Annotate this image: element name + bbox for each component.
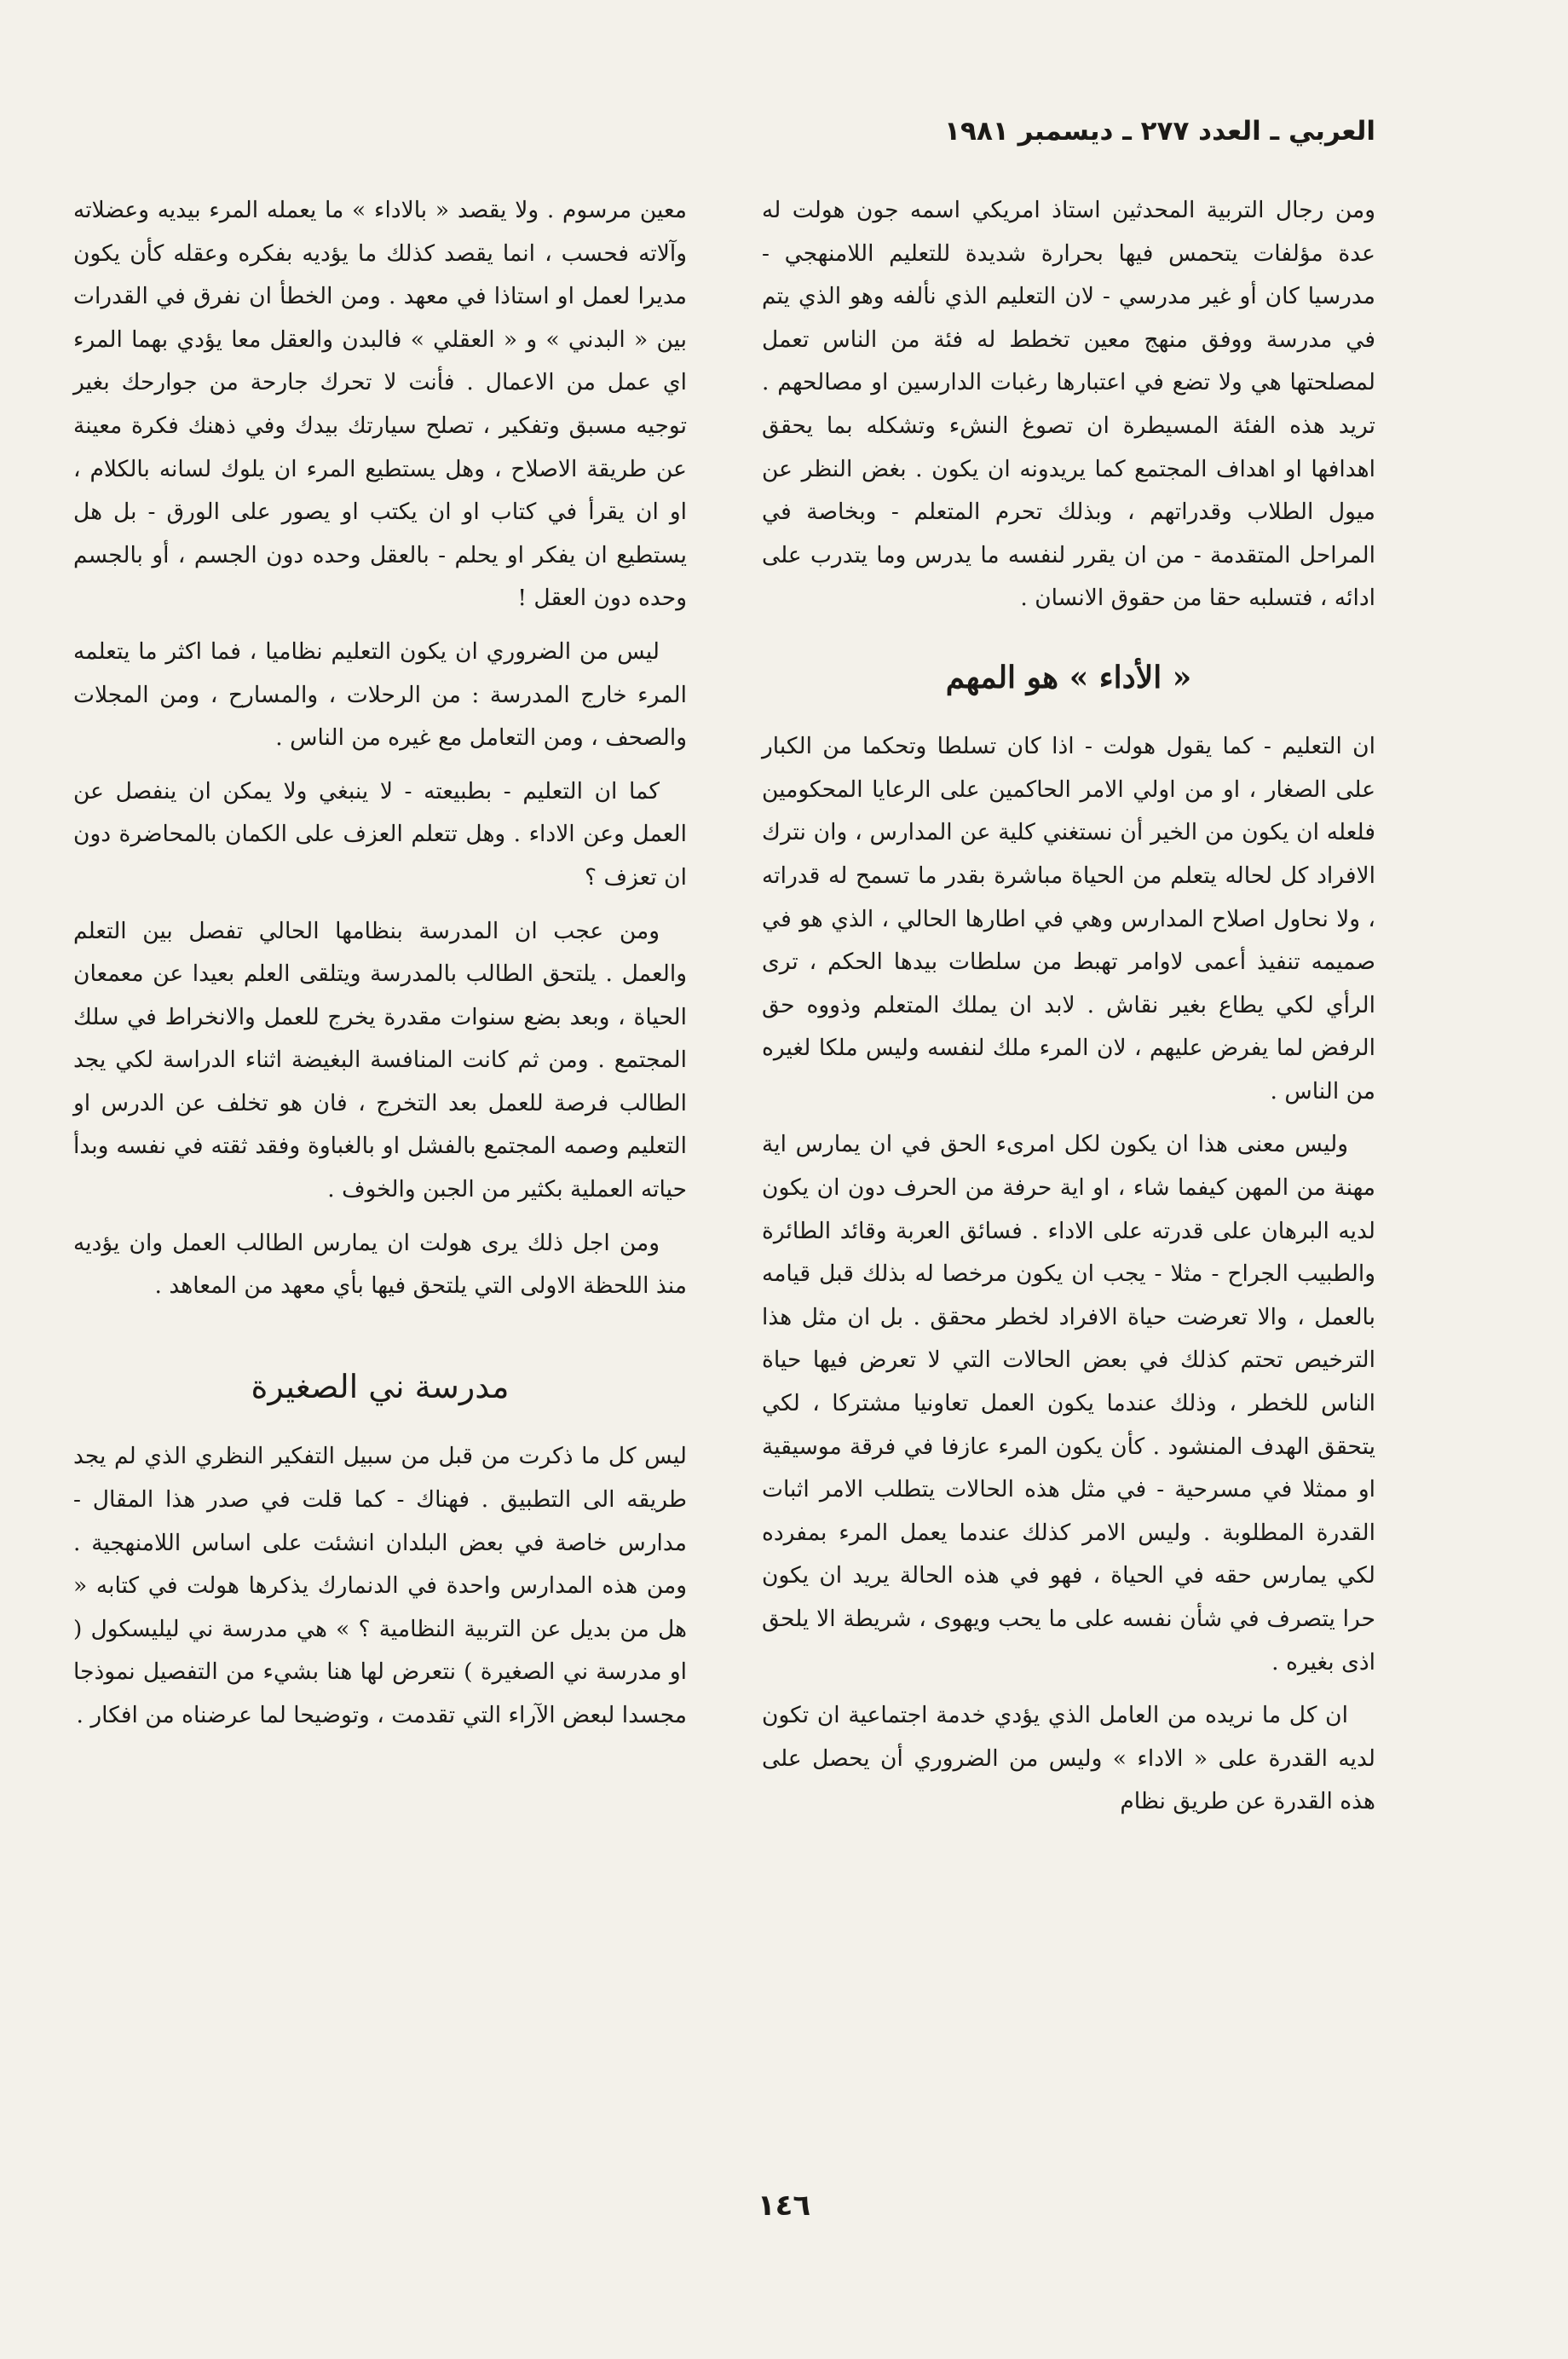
section-heading: مدرسة ني الصغيرة xyxy=(251,1367,510,1405)
paragraph: ان التعليم - كما يقول هولت - اذا كان تسلطا وتحكما من الكبار على الصغار ، او من اولي الامر الحاكمين على الرعايا المحكومين فلعله ان يكون من الخير أن نستغني كلية عن المدارس ، وان نترك الافراد كل لحاله يتعلم من الحياة مباشرة بقدر ما تسمح له قدراته ، ولا نحاول اصلاح المدارس وهي في اطارها الحالي ، الذي هو في صميمه تنفيذ أعمى لاوامر تهبط من سلطات بيدها الحكم ، ترى الرأي لكي يطاع بغير نقاش . لابد ان يملك المتعلم وذووه حق الرفض لما يفرض عليهم ، لان المرء ملك لنفسه وليس ملكا لغيره من الناس . xyxy=(762,733,1375,1105)
paragraph: ليس كل ما ذكرت من قبل من سبيل التفكير النظري الذي لم يجد طريقه الى التطبيق . فهناك - كما قلت في صدر هذا المقال - مدارس خاصة في بعض البلدان انشئت على اساس اللامنهجية . ومن هذه المدارس واحدة في الدنمارك يذكرها هولت في كتابه « هل من بديل عن التربية النظامية ؟ » هي مدرسة ني ليليسكول ( او مدرسة ني الصغيرة ) نتعرض لها هنا بشيء من التفصيل نموذجا مجسدا لبعض الآراء التي تقدمت ، وتوضيحا لما عرضناه من افكار . xyxy=(73,1443,687,1728)
running-header: العربي ـ العدد ٢٧٧ ـ ديسمبر ١٩٨١ xyxy=(944,116,1375,147)
paragraph: ليس من الضروري ان يكون التعليم نظاميا ، فما اكثر ما يتعلمه المرء خارج المدرسة : من الرحلات ، والمسارح ، ومن المجلات والصحف ، ومن التعامل مع غيره من الناس . xyxy=(73,637,687,752)
paragraph: وليس معنى هذا ان يكون لكل امرىء الحق في ان يمارس اية مهنة من المهن كيفما شاء ، او اية حرفة من الحرف دون ان يكون لديه البرهان على قدرته على الاداء . فسائق العربة وقائد الطائرة والطبيب الجراح - مثلا - يجب ان يكون مرخصا له بذلك قبل قيامه بالعمل ، والا تعرضت حياة الافراد لخطر محقق . بل ان مثل هذا الترخيص تحتم كذلك في بعض الحالات التي لا تعرض فيها حياة الناس للخطر ، وذلك عندما يكون العمل تعاونيا مشتركا ، لكي يتحقق الهدف المنشود . كأن يكون المرء عازفا في فرقة موسيقية او ممثلا في مسرحية - في مثل هذه الحالات يتطلب الامر اثبات القدرة المطلوبة . وليس الامر كذلك عندما يعمل المرء بمفرده لكي يمارس حقه في الحياة ، فهو في هذه الحالة يريد ان يكون حرا يتصرف في شأن نفسه على ما يحب ويهوى ، شريطة الا يلحق اذى بغيره . xyxy=(762,1131,1375,1676)
paragraph: ان كل ما نريده من العامل الذي يؤدي خدمة اجتماعية ان تكون لديه القدرة على « الاداء » وليس من الضروري أن يحصل على هذه القدرة عن طريق نظام xyxy=(762,1702,1375,1815)
paragraph: ومن عجب ان المدرسة بنظامها الحالي تفصل بين التعلم والعمل . يلتحق الطالب بالمدرسة ويتلقى العلم بعيدا عن معمعان الحياة ، وبعد بضع سنوات مقدرة يخرج للعمل والانخراط في سلك المجتمع . ومن ثم كانت المنافسة البغيضة اثناء الدراسة لكي يجد الطالب فرصة للعمل بعد التخرج ، فان هو تخلف عن الدرس او التعليم وصمه المجتمع بالفشل او بالغباوة وفقد ثقته في نفسه وبدأ حياته العملية بكثير من الجبن والخوف . xyxy=(73,917,687,1203)
paragraph: كما ان التعليم - بطبيعته - لا ينبغي ولا يمكن ان ينفصل عن العمل وعن الاداء . وهل تتعلم العزف على الكمان بالمحاضرة دون ان تعزف ؟ xyxy=(73,777,687,891)
article-column-right xyxy=(762,189,1375,1834)
paragraph: ومن رجال التربية المحدثين استاذ امريكي اسمه جون هولت له عدة مؤلفات يتحمس فيها بحرارة شديدة للتعليم اللامنهجي - مدرسيا كان أو غير مدرسي - لان التعليم الذي نألفه وهو الذي يتم في مدرسة ووفق منهج معين تخطط له فئة من الناس تعمل لمصلحتها هي ولا تضع في اعتبارها رغبات الدارسين او مصالحهم . تريد هذه الفئة المسيطرة ان تصوغ النشء وتشكله بما يحقق اهدافها او اهداف المجتمع كما يريدونه ان يكون . بغض النظر عن ميول الطلاب وقدراتهم ، وبذلك تحرم المتعلم - وبخاصة في المراحل المتقدمة - من ان يقرر لنفسه ما يدرس وما يتدرب على ادائه ، فتسلبه حقا من حقوق الانسان . xyxy=(762,197,1375,612)
page-number: ١٤٦ xyxy=(757,2189,811,2223)
paragraph: ومن اجل ذلك يرى هولت ان يمارس الطالب العمل وان يؤديه منذ اللحظة الاولى التي يلتحق فيها بأي معهد من المعاهد . xyxy=(73,1229,687,1300)
paragraph: معين مرسوم . ولا يقصد « بالاداء » ما يعمله المرء بيديه وعضلاته وآلاته فحسب ، انما يقصد كذلك ما يؤديه بفكره وعقله كأن يكون مديرا لعمل او استاذا في معهد . ومن الخطأ ان نفرق في القدرات بين « البدني » و « العقلي » فالبدن والعقل معا يؤدي بهما المرء اي عمل من الاعمال . فأنت لا تحرك جارحة من جوارحك بغير توجيه مسبق وتفكير ، تصلح سيارتك بيدك وفي ذهنك فكرة معينة عن طريقة الاصلاح ، وهل يستطيع المرء ان يلوك لسانه بالكلام ، او ان يقرأ في كتاب او ان يكتب او يصور على الورق - بل هل يستطيع ان يفكر او يحلم - بالعقل وحده دون الجسم ، أو بالجسم وحده دون العقل ! xyxy=(73,197,687,612)
section-heading: « الأداء » هو المهم xyxy=(945,659,1192,695)
article-column-left xyxy=(73,189,687,1748)
